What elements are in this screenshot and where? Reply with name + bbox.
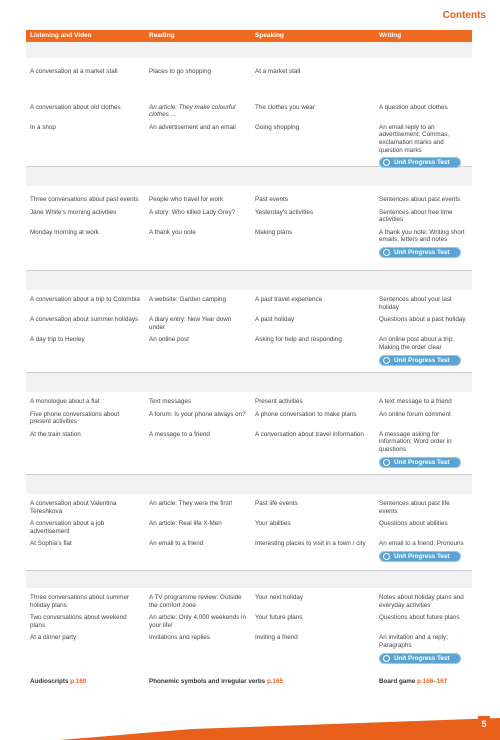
table-row — [26, 209, 472, 224]
writing-cell-with-test — [375, 431, 472, 468]
table-row — [26, 316, 472, 331]
progress-test-icon — [383, 553, 390, 560]
cell-speaking: A phone conversation to make plans — [255, 410, 357, 418]
unit-progress-test-button[interactable] — [379, 653, 461, 664]
cell-speaking: Your abilities — [255, 520, 291, 528]
unit-separator — [26, 570, 472, 571]
cell-writing: Sentences about past life events — [379, 500, 450, 515]
cell-speaking: Interesting places to visit in a town / city — [255, 540, 366, 548]
cell-reading: A thank you note — [149, 228, 196, 236]
cell-listening: At the train station — [30, 430, 81, 438]
boardgame-page: p.166–167 — [417, 678, 448, 685]
table-row — [26, 196, 472, 204]
table-row — [26, 296, 472, 311]
table-row — [26, 500, 472, 515]
upt-label: Unit Progress Test — [394, 159, 450, 167]
unit-2 — [26, 196, 472, 258]
cell-reading: A forum: Is your phone always on? — [149, 410, 246, 418]
cell-speaking: Making plans — [255, 228, 293, 236]
cell-speaking: Present activities — [255, 398, 303, 405]
cell-listening: A conversation about a job advertisement — [30, 520, 105, 535]
cell-writing: Questions about a past holiday — [379, 316, 466, 324]
cell-listening: Five phone conversations about present activities — [30, 410, 120, 426]
unit-1 — [26, 68, 472, 168]
cell-listening: Monday morning at work — [30, 228, 99, 236]
unit-band-6 — [26, 570, 472, 588]
cell-writing: Questions about abilities — [379, 520, 448, 528]
unit-band-3 — [26, 270, 472, 290]
writing-cell-with-test — [375, 124, 472, 168]
audioscripts-page: p.160 — [70, 678, 87, 685]
progress-test-icon — [383, 159, 390, 166]
table-row — [26, 124, 472, 168]
cell-reading: People who travel for work — [149, 196, 224, 203]
unit-separator — [26, 372, 472, 373]
table-row — [26, 411, 472, 426]
footer-references — [26, 678, 472, 685]
cell-writing: An email reply to an advertisement; Commas, exclamation marks and question marks — [379, 123, 449, 154]
unit-6 — [26, 594, 472, 664]
cell-reading: An advertisement and an email — [149, 123, 236, 131]
cell-speaking: A conversation about travel information — [255, 430, 364, 438]
unit-progress-test-button[interactable] — [379, 247, 461, 258]
unit-band-1 — [26, 42, 472, 58]
page-number: 5 — [478, 716, 490, 732]
upt-label: Unit Progress Test — [394, 458, 450, 466]
cell-speaking: Asking for help and responding — [255, 336, 342, 344]
cell-writing — [375, 68, 472, 76]
cell-reading: Invitations and replies — [149, 634, 210, 642]
cell-reading: Text messages — [149, 398, 191, 405]
cell-reading: A story: Who killed Lady Grey? — [149, 208, 236, 216]
cell-listening: Jane White's morning activities — [30, 208, 117, 216]
unit-4 — [26, 398, 472, 468]
table-row — [26, 68, 472, 76]
upt-label: Unit Progress Test — [394, 552, 450, 560]
writing-cell-with-test — [375, 229, 472, 258]
unit-separator — [26, 270, 472, 271]
cell-reading: A diary entry: New Year down under — [149, 316, 232, 331]
progress-test-icon — [383, 249, 390, 256]
cell-writing: An online forum comment — [379, 410, 451, 418]
cell-writing: Notes about holiday plans and everyday activities — [379, 594, 464, 609]
cell-speaking: Going shopping — [255, 123, 300, 131]
cell-reading: An article: They make colourful clothes ... — [149, 103, 236, 119]
cell-reading: An email to a friend — [149, 540, 204, 548]
cell-listening: A conversation at a market stall — [30, 68, 118, 75]
unit-progress-test-button[interactable] — [379, 157, 461, 168]
cell-writing: Sentences about past events — [379, 196, 461, 203]
table-row — [26, 634, 472, 663]
header-writing: Writing — [379, 32, 402, 39]
cell-speaking: Your future plans — [255, 614, 303, 622]
cell-reading: An article: They were the first! — [149, 500, 233, 507]
cell-reading: A website: Garden camping — [149, 296, 227, 303]
cell-writing: Questions about future plans — [379, 614, 460, 622]
cell-listening: A conversation about Valentina Tereshkova — [30, 500, 117, 515]
cell-speaking: Your next holiday — [255, 594, 304, 601]
progress-test-icon — [383, 655, 390, 662]
cell-writing: A thank you note; Writing short emails, letters and notes — [379, 228, 465, 244]
footer-audioscripts[interactable] — [26, 678, 145, 685]
table-row — [26, 614, 472, 629]
cell-speaking: Inviting a friend — [255, 634, 298, 642]
cell-speaking: Yesterday's activities — [255, 208, 314, 216]
unit-band-5 — [26, 474, 472, 494]
unit-separator — [26, 474, 472, 475]
cell-writing: A question about clothes — [379, 103, 448, 111]
cell-reading: A message to a friend — [149, 430, 210, 438]
footer-boardgame[interactable] — [375, 678, 472, 685]
writing-cell-with-test — [375, 540, 472, 562]
upt-label: Unit Progress Test — [394, 356, 450, 364]
unit-progress-test-button[interactable] — [379, 355, 461, 366]
cell-writing: A text message to a friend — [379, 398, 452, 405]
decorative-stripe — [60, 718, 500, 740]
cell-writing: An online post about a trip; Making the order clear — [379, 336, 454, 351]
cell-reading: An article: Only 4,000 weekends in your life! — [149, 614, 246, 629]
phonemic-page: p.165 — [266, 678, 284, 685]
cell-speaking: Past events — [255, 196, 288, 203]
cell-reading: Places to go shopping — [149, 68, 211, 75]
cell-listening: Two conversations about weekend plans — [30, 614, 127, 629]
cell-listening: A conversation about a trip to Colombia — [30, 296, 140, 303]
contents-title: Contents — [442, 10, 486, 21]
upt-label: Unit Progress Test — [394, 654, 450, 662]
table-row — [26, 540, 472, 562]
header-listening: Listening and Video — [30, 32, 92, 39]
cell-writing: Sentences about free time activities — [379, 208, 453, 224]
table-row — [26, 104, 472, 119]
cell-listening: A conversation about old clothes — [30, 103, 121, 111]
cell-listening: At Sophia's flat — [30, 540, 72, 548]
unit-5 — [26, 500, 472, 562]
table-row — [26, 520, 472, 535]
upt-label: Unit Progress Test — [394, 248, 450, 256]
cell-listening: A day trip to Henley — [30, 336, 85, 344]
header-reading: Reading — [149, 32, 175, 39]
unit-band-2 — [26, 166, 472, 186]
progress-test-icon — [383, 357, 390, 364]
cell-listening: A conversation about summer holidays — [30, 316, 139, 324]
cell-listening: A monologue about a flat — [30, 398, 100, 405]
cell-listening: Three conversations about summer holiday plans — [30, 594, 130, 609]
cell-reading: An article: Real life X-Men — [149, 520, 222, 528]
unit-band-4 — [26, 372, 472, 392]
unit-progress-test-button[interactable] — [379, 551, 461, 562]
footer-phonemic[interactable] — [145, 678, 375, 685]
table-row — [26, 431, 472, 468]
cell-speaking: A past holiday — [255, 316, 295, 324]
writing-cell-with-test — [375, 336, 472, 365]
phonemic-label: Phonemic symbols and irregular verbs — [149, 678, 266, 685]
progress-test-icon — [383, 459, 390, 466]
header-speaking: Speaking — [255, 32, 284, 39]
cell-speaking: At a market stall — [255, 68, 301, 75]
unit-3 — [26, 296, 472, 366]
cell-writing: Sentences about your last holiday — [379, 296, 452, 311]
table-row — [26, 229, 472, 258]
cell-writing: An invitation and a reply; Paragraphs — [379, 634, 448, 649]
cell-speaking: A past travel experience — [255, 296, 323, 303]
boardgame-label: Board game — [379, 678, 416, 685]
table-row — [26, 336, 472, 365]
writing-cell-with-test — [375, 634, 472, 663]
cell-reading: A TV programme review: Outside the comfort zone — [149, 594, 242, 609]
unit-progress-test-button[interactable] — [379, 457, 461, 468]
column-header-row — [26, 30, 472, 42]
cell-writing: A message asking for information; Word order in questions — [379, 430, 452, 453]
cell-listening: Three conversations about past events — [30, 196, 139, 203]
audioscripts-label: Audioscripts — [30, 678, 69, 685]
table-row — [26, 398, 472, 406]
cell-speaking: The clothes you wear — [255, 103, 315, 111]
cell-speaking: Past life events — [255, 500, 298, 507]
table-row — [26, 594, 472, 609]
cell-listening: In a shop — [30, 123, 56, 131]
cell-listening: At a dinner party — [30, 634, 77, 642]
cell-reading: An online post — [149, 336, 189, 344]
cell-writing: An email to a friend; Pronouns — [379, 540, 464, 548]
